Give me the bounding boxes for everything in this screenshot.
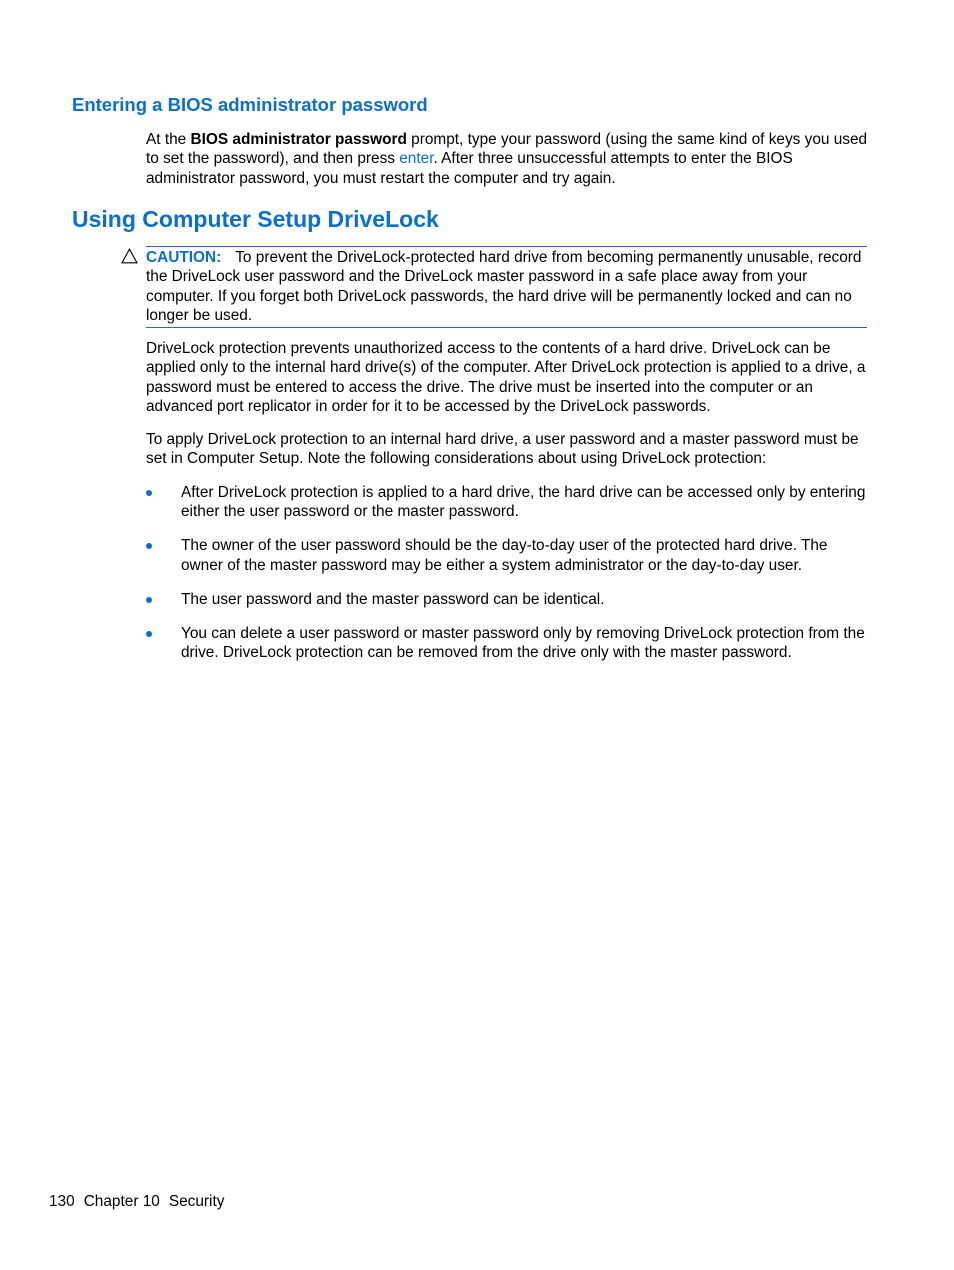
drivelock-apply-paragraph: To apply DriveLock protection to an internal hard drive, a user password and a master password must be set in Computer Setup. Note the following considerations about using DriveLock protection: (146, 431, 859, 468)
list-item-text: The owner of the user password should be the day-to-day user of the protected hard drive. The owner of the master password may be either a system administrator or the day-to-day user. (181, 537, 828, 574)
section-heading-drivelock: Using Computer Setup DriveLock (72, 206, 439, 232)
page-footer (49, 1193, 224, 1211)
list-item (146, 624, 870, 663)
list-item-text: After DriveLock protection is applied to a hard drive, the hard drive can be accessed only by entering either the user password or the master password. (181, 484, 866, 521)
enter-key-link[interactable]: enter (399, 150, 434, 168)
caution-body: To prevent the DriveLock-protected hard drive from becoming permanently unusable, record the DriveLock user password and the DriveLock master password in a safe place away from your computer. If you forget both DriveLock passwords, the hard drive will be permanently locked and can no longer be used. (146, 249, 862, 325)
list-item-text: The user password and the master password can be identical. (181, 590, 605, 608)
bios-para-mid: prompt, type your password (using the same kind of keys you used to set the password), and then press (146, 131, 868, 168)
list-item (146, 590, 870, 609)
list-item (146, 536, 870, 575)
bios-para-suffix: . After three unsuccessful attempts to enter the BIOS administrator password, you must restart the computer and try again. (146, 150, 793, 187)
footer-title: Security (168, 1193, 225, 1210)
drivelock-description-paragraph: DriveLock protection prevents unauthorized access to the contents of a hard drive. DriveLock can be applied only to the internal hard drive(s) of the computer. After DriveLock protection is applied to a drive, a password must be entered to access the drive. The drive must be inserted into the computer or an advanced port replicator in order for it to be accessed by the DriveLock passwords. (146, 340, 866, 416)
bullet-icon (146, 597, 152, 603)
bios-para-prefix: At the (146, 131, 191, 148)
drivelock-considerations-list (146, 483, 870, 677)
bullet-icon (146, 543, 152, 549)
caution-text (146, 247, 867, 326)
bullet-icon (146, 490, 152, 496)
bios-prompt-bold-text: BIOS administrator password (190, 131, 407, 148)
footer-chapter: Chapter 10 (83, 1193, 160, 1210)
bios-password-paragraph (146, 130, 870, 188)
bullet-icon (146, 631, 152, 637)
caution-box (146, 246, 867, 328)
caution-label: CAUTION: (146, 249, 222, 266)
list-item (146, 483, 870, 522)
page-number: 130 (49, 1193, 75, 1210)
warning-triangle-icon (121, 248, 138, 264)
section-heading-bios-password: Entering a BIOS administrator password (72, 94, 428, 115)
list-item-text: You can delete a user password or master password only by removing DriveLock protection from the drive. DriveLock protection can be removed from the drive only with the master password. (181, 624, 865, 661)
